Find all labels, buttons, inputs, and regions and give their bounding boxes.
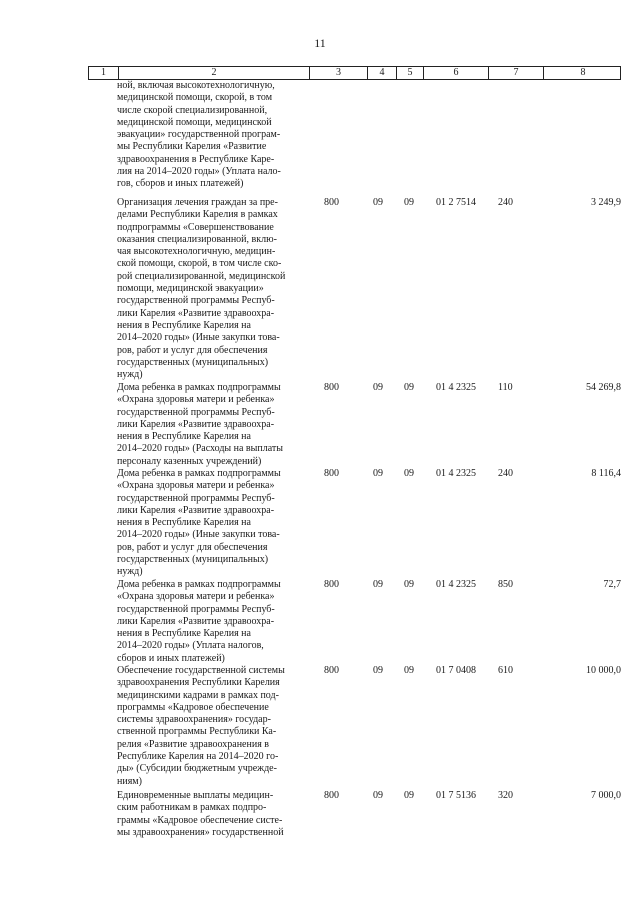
row-description: Дома ребенка в рамках подпрограммы «Охрана здоровья матери и ребенка» государственной программы Респуб- лики Карелия «Развитие здравоохра- нения в Республике Карелия на 2014–2020 годы» (Уплата налогов, сборов и иных платежей) (117, 579, 281, 664)
row-amount: 7 000,0 (591, 790, 621, 801)
table-header-row (88, 66, 621, 80)
row-ministry-code: 800 (324, 197, 339, 208)
row-subsection-code: 09 (404, 790, 414, 801)
row-amount: 10 000,0 (586, 665, 621, 676)
row-description: Дома ребенка в рамках подпрограммы «Охрана здоровья матери и ребенка» государственной программы Респуб- лики Карелия «Развитие здравоохра- нения в Республике Карелия на 2014–2020 годы» (Иные закупки това- ров, работ и услуг для обеспечения государственных (муниципальных) нужд) (117, 468, 281, 578)
row-target-article: 01 2 7514 (436, 197, 476, 208)
row-target-article: 01 7 5136 (436, 790, 476, 801)
row-ministry-code: 800 (324, 665, 339, 676)
table-row (88, 468, 621, 579)
row-target-article: 01 4 2325 (436, 579, 476, 590)
header-col-8: 8 (543, 67, 622, 79)
header-col-7: 7 (488, 67, 543, 79)
table-row (88, 665, 621, 790)
header-col-3: 3 (309, 67, 367, 79)
row-description: Дома ребенка в рамках подпрограммы «Охрана здоровья матери и ребенка» государственной программы Респуб- лики Карелия «Развитие здравоохра- нения в Республике Карелия на 2014–2020 годы» (Расходы на выплаты персоналу казенных учреждений) (117, 382, 283, 467)
table-row (88, 579, 621, 665)
header-col-2: 2 (118, 67, 309, 79)
row-expense-type: 850 (498, 579, 513, 590)
row-description: Единовременные выплаты медицин- ским работникам в рамках подпро- граммы «Кадровое обеспечение систе- мы здравоохранения» государственной (117, 790, 284, 838)
row-section-code: 09 (373, 382, 383, 393)
row-section-code: 09 (373, 197, 383, 208)
row-amount: 54 269,8 (586, 382, 621, 393)
table-row (88, 382, 621, 468)
row-amount: 3 249,9 (591, 197, 621, 208)
row-subsection-code: 09 (404, 197, 414, 208)
table-body (88, 80, 621, 850)
row-subsection-code: 09 (404, 382, 414, 393)
row-expense-type: 240 (498, 468, 513, 479)
table-row (88, 80, 621, 197)
row-target-article: 01 7 0408 (436, 665, 476, 676)
row-expense-type: 320 (498, 790, 513, 801)
row-subsection-code: 09 (404, 579, 414, 590)
row-section-code: 09 (373, 665, 383, 676)
row-expense-type: 610 (498, 665, 513, 676)
header-col-4: 4 (367, 67, 396, 79)
row-description: ной, включая высокотехнологичную, медицинской помощи, скорой, в том числе скорой специализированной, медицинской помощи, медицинской эвакуации» государственной програм- мы Республики Карелия «Развитие здравоохранения в Республике Каре- лия на 2014–2020 годы» (Уплата нало- гов, сборов и иных платежей) (117, 80, 281, 190)
row-ministry-code: 800 (324, 790, 339, 801)
row-target-article: 01 4 2325 (436, 382, 476, 393)
header-col-6: 6 (423, 67, 488, 79)
page-number: 11 (314, 36, 326, 50)
row-section-code: 09 (373, 468, 383, 479)
row-ministry-code: 800 (324, 382, 339, 393)
row-expense-type: 240 (498, 197, 513, 208)
row-ministry-code: 800 (324, 468, 339, 479)
row-section-code: 09 (373, 790, 383, 801)
row-amount: 72,7 (603, 579, 621, 590)
budget-table (88, 66, 621, 850)
table-row (88, 790, 621, 850)
row-description: Обеспечение государственной системы здравоохранения Республики Карелия медицинскими кадрами в рамках под- программы «Кадровое обеспечение системы здравоохранения» государ- ственной программы Республики Ка- релия «Развитие здравоохранения в Республике Карелия на 2014–2020 го- ды» (Субсидии бюджетным учрежде- ниям) (117, 665, 285, 787)
row-description: Организация лечения граждан за пре- делами Республики Карелия в рамках подпрограммы «Совершенствование оказания специализированной, вклю- чая высокотехнологичную, медицин- ской помощи, скорой, в том числе ско- рой специализированной, медицинской помощи, медицинской эвакуации» государственной программы Респуб- лики Карелия «Развитие здравоохра- нения в Республике Карелия на 2014–2020 годы» (Иные закупки това- ров, работ и услуг для обеспечения государственных (муниципальных) нужд) (117, 197, 286, 381)
table-row (88, 197, 621, 382)
row-subsection-code: 09 (404, 468, 414, 479)
row-section-code: 09 (373, 579, 383, 590)
row-subsection-code: 09 (404, 665, 414, 676)
row-expense-type: 110 (498, 382, 513, 393)
row-amount: 8 116,4 (591, 468, 621, 479)
header-col-5: 5 (396, 67, 423, 79)
header-col-1: 1 (101, 67, 106, 78)
row-ministry-code: 800 (324, 579, 339, 590)
row-target-article: 01 4 2325 (436, 468, 476, 479)
